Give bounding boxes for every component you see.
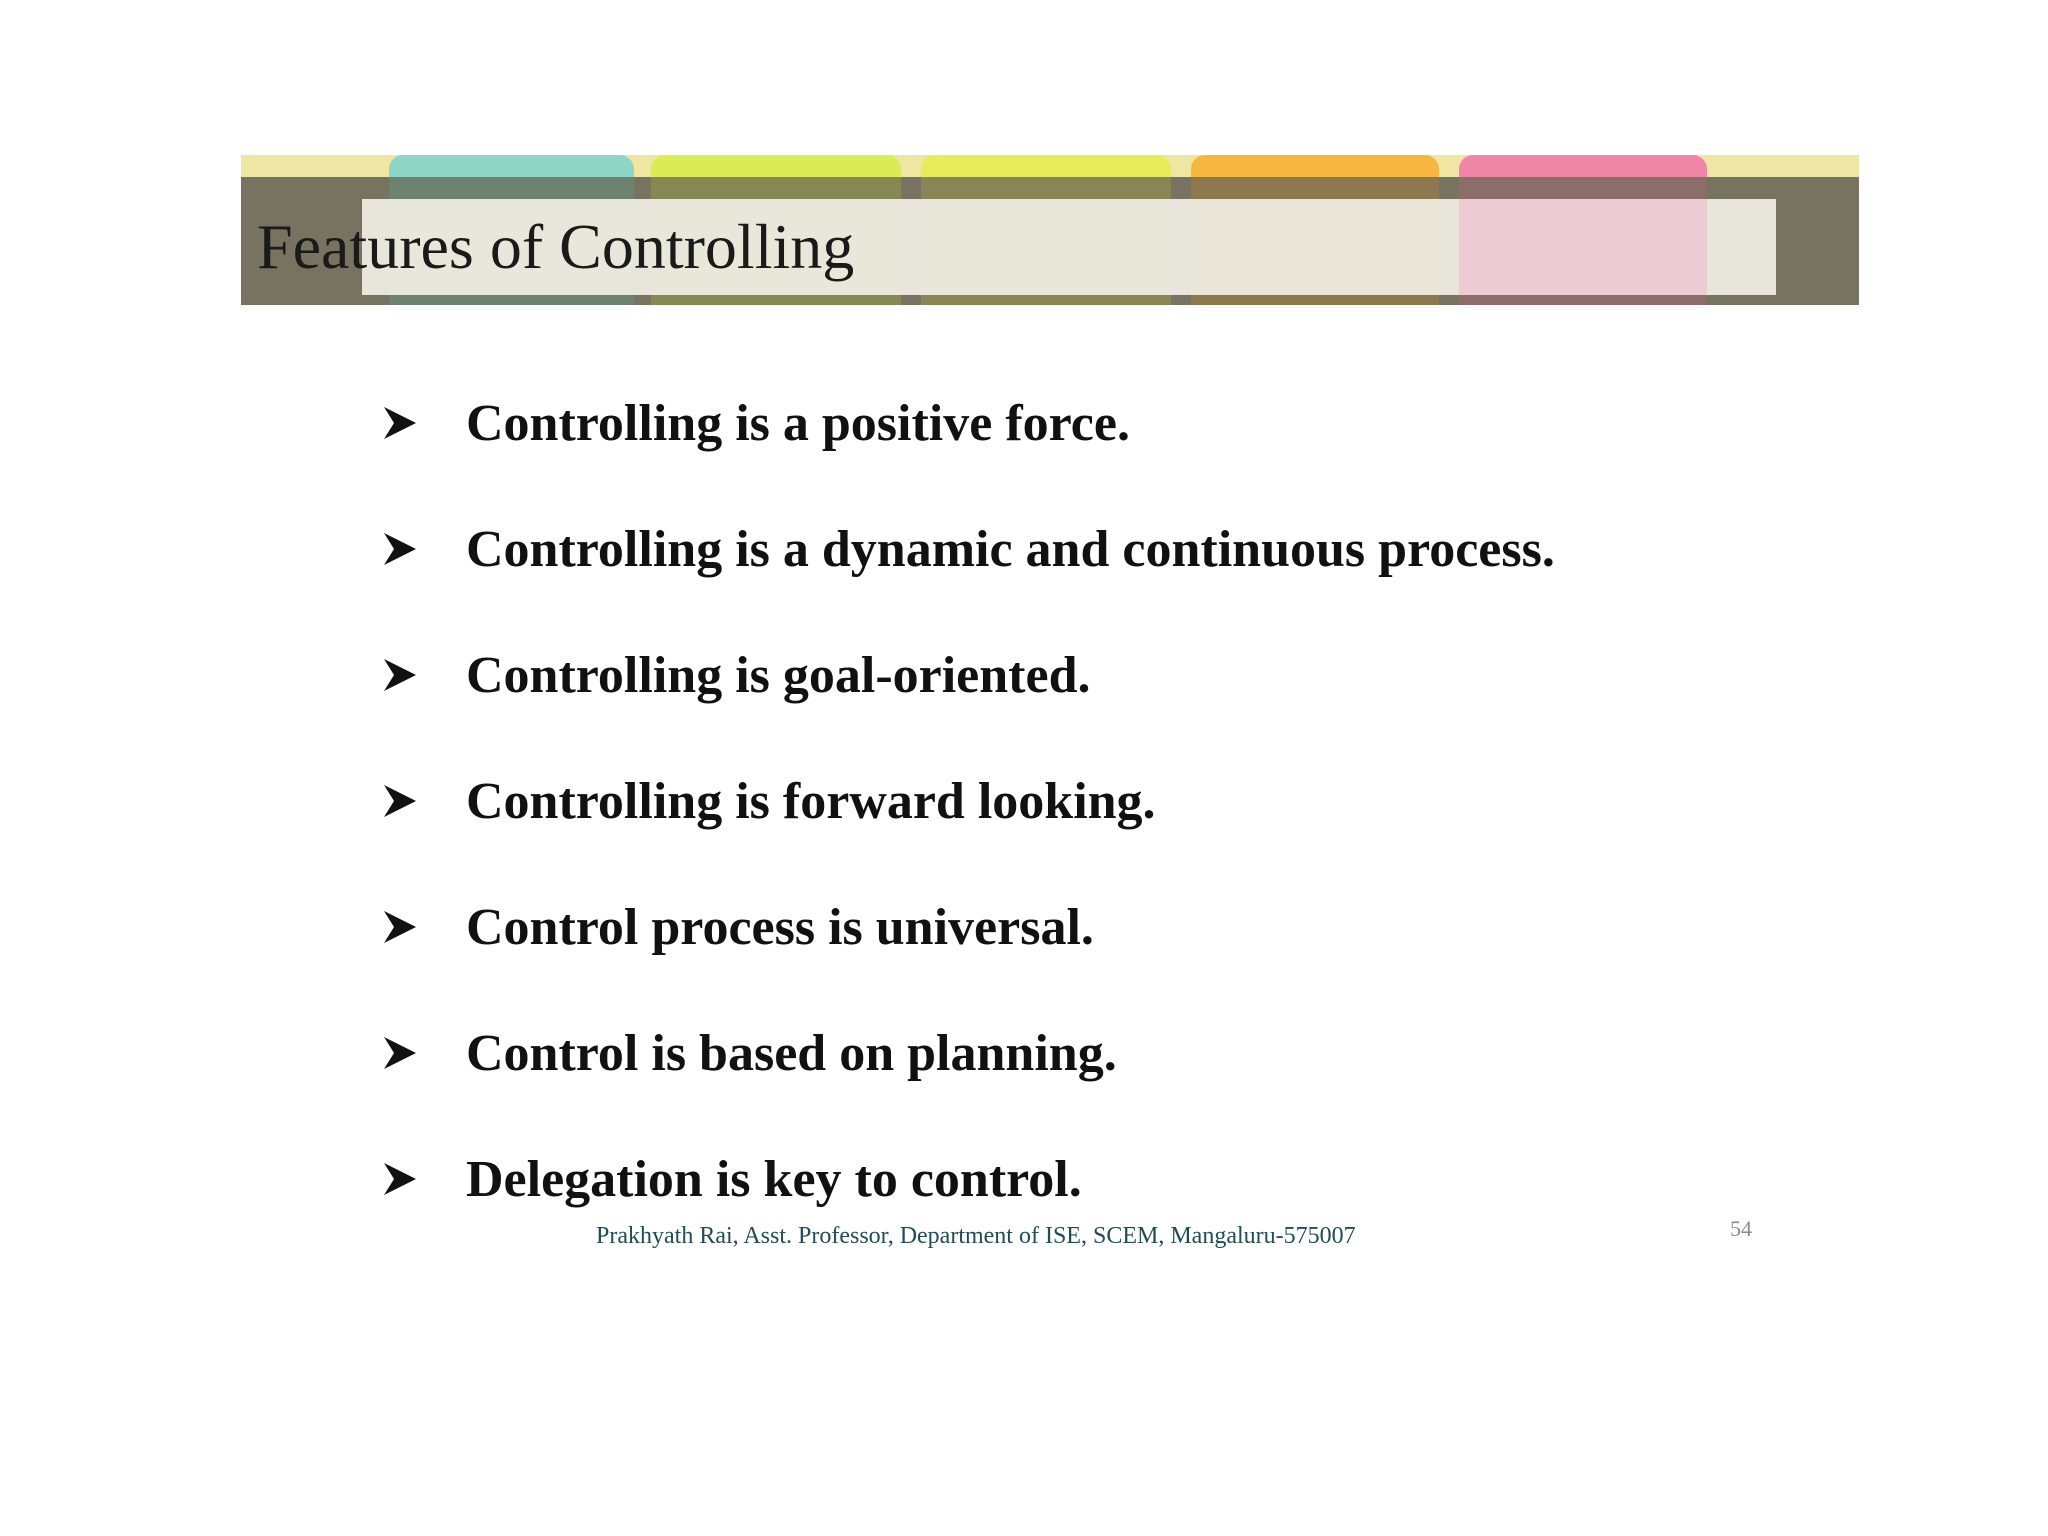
arrowhead-bullet-icon <box>380 529 420 569</box>
bullet-text: Controlling is a positive force. <box>466 394 1130 452</box>
slide-title: Features of Controlling <box>257 211 855 282</box>
stripe-segment-lime <box>651 155 901 177</box>
arrowhead-bullet-icon <box>380 1159 420 1199</box>
bullet-text: Control is based on planning. <box>466 1024 1117 1082</box>
bullet-text: Delegation is key to control. <box>466 1150 1082 1208</box>
bullet-item <box>380 486 1555 612</box>
bullet-text: Control process is universal. <box>466 898 1094 956</box>
bullet-item <box>380 360 1555 486</box>
stripe-segment-yellow <box>921 155 1171 177</box>
bullet-text: Controlling is goal-oriented. <box>466 646 1091 704</box>
bullet-list <box>380 360 1555 1242</box>
bullet-item <box>380 990 1555 1116</box>
footer-credit: Prakhyath Rai, Asst. Professor, Department of ISE, SCEM, Mangaluru-575007 <box>596 1223 1356 1249</box>
arrowhead-bullet-icon <box>380 781 420 821</box>
page-number: 54 <box>1730 1216 1752 1241</box>
arrowhead-bullet-icon <box>380 403 420 443</box>
color-stripe <box>241 155 1859 177</box>
bullet-text: Controlling is forward looking. <box>466 772 1156 830</box>
bullet-item <box>380 864 1555 990</box>
bullet-item <box>380 738 1555 864</box>
stripe-segment-pink <box>1459 155 1707 177</box>
stripe-segment-orange <box>1191 155 1439 177</box>
stripe-segment-teal <box>389 155 634 177</box>
arrowhead-bullet-icon <box>380 907 420 947</box>
bullet-text: Controlling is a dynamic and continuous process. <box>466 520 1555 578</box>
arrowhead-bullet-icon <box>380 1033 420 1073</box>
bullet-item <box>380 612 1555 738</box>
arrowhead-bullet-icon <box>380 655 420 695</box>
